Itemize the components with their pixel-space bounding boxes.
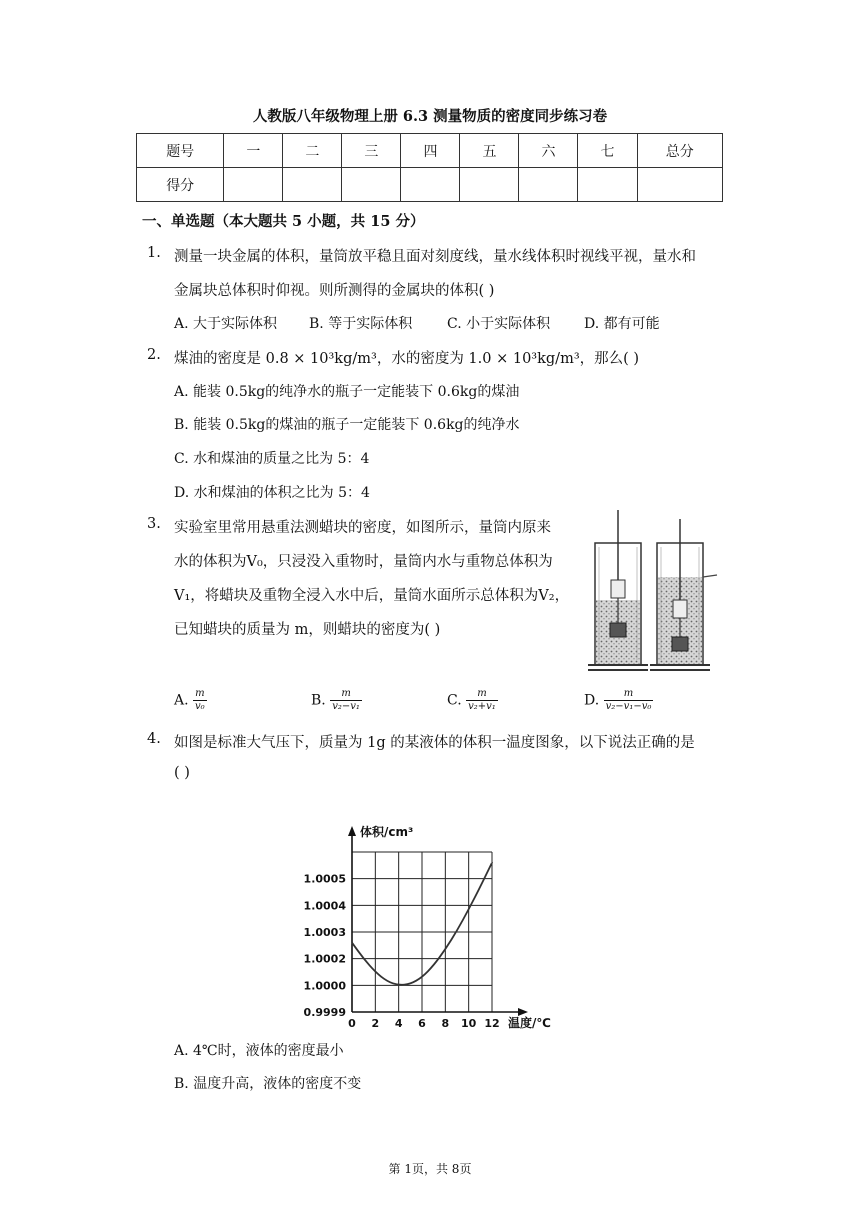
score-header-cell: 总分 xyxy=(637,134,723,168)
y-tick-label: 1.0005 xyxy=(303,872,346,886)
section-heading: 一、单选题（本大题共 5 小题，共 15 分） xyxy=(142,213,425,230)
score-header-cell: 五 xyxy=(460,134,519,168)
question-stem-line: 如图是标准大气压下，质量为 1g 的某液体的体积一温度图象，以下说法正确的是 xyxy=(174,735,695,751)
option-label: A. xyxy=(174,692,189,709)
score-header-cell: 题号 xyxy=(137,134,224,168)
score-header-cell: 四 xyxy=(401,134,460,168)
y-tick-label: 1.0003 xyxy=(303,926,346,939)
x-tick-label: 2 xyxy=(371,1017,380,1030)
option-a[interactable] xyxy=(174,688,207,713)
score-table-header-row xyxy=(137,134,723,168)
score-cell[interactable] xyxy=(224,168,283,202)
measuring-cylinder-figure xyxy=(585,505,725,675)
score-cell[interactable] xyxy=(578,168,637,202)
page-footer: 第 1页，共 8页 xyxy=(388,1162,472,1176)
page-title: 人教版八年级物理上册 6.3 测量物质的密度同步练习卷 xyxy=(252,108,608,125)
score-header-cell: 六 xyxy=(519,134,578,168)
option-b[interactable]: B. 温度升高，液体的密度不变 xyxy=(174,1076,362,1092)
option-c[interactable] xyxy=(447,688,498,713)
option-d[interactable] xyxy=(584,688,653,713)
x-tick-label: 4 xyxy=(394,1017,403,1030)
fraction-denominator: v₀ xyxy=(195,701,205,712)
question-number: 2. xyxy=(147,347,161,363)
x-tick-label: 0 xyxy=(348,1017,356,1030)
y-tick-label: 0.9999 xyxy=(303,1006,346,1019)
option-a[interactable]: A. 能装 0.5kg的纯净水的瓶子一定能装下 0.6kg的煤油 xyxy=(174,384,520,400)
question-stem-line: 测量一块金属的体积，量筒放平稳且面对刻度线，量水线体积时视线平视，量水和 xyxy=(174,249,696,265)
cylinder-right-icon xyxy=(650,519,717,670)
x-tick-label: 12 xyxy=(484,1017,500,1030)
score-header-cell: 一 xyxy=(224,134,283,168)
question-stem-line: 已知蜡块的质量为 m，则蜡块的密度为( ) xyxy=(174,622,441,638)
score-header-cell: 二 xyxy=(283,134,342,168)
fraction xyxy=(604,688,654,713)
question-number: 1. xyxy=(147,245,161,261)
x-tick-label: 10 xyxy=(461,1017,477,1030)
score-cell[interactable] xyxy=(283,168,342,202)
question-stem-line: 实验室里常用悬重法测蜡块的密度，如图所示，量筒内原来 xyxy=(174,520,551,536)
score-cell[interactable] xyxy=(342,168,401,202)
question-stem-line: ( ) xyxy=(174,765,190,781)
y-axis-arrow-icon xyxy=(348,826,356,836)
x-axis-arrow-icon xyxy=(518,1008,528,1016)
option-label: B. xyxy=(311,692,326,709)
option-a[interactable]: A. 大于实际体积 xyxy=(174,316,278,332)
fraction xyxy=(193,688,207,713)
fraction xyxy=(330,688,362,713)
option-d[interactable]: D. 都有可能 xyxy=(584,316,660,332)
fraction-denominator: v₂−v₁−v₀ xyxy=(605,701,652,712)
x-tick-label: 8 xyxy=(441,1017,450,1030)
chart-grid xyxy=(352,852,492,1012)
fraction-denominator: v₂−v₁ xyxy=(332,701,360,712)
y-tick-label: 1.0002 xyxy=(303,952,346,966)
cylinder-left-icon xyxy=(588,510,648,670)
chart-ticks xyxy=(304,873,500,1030)
option-a[interactable]: A. 4℃时，液体的密度最小 xyxy=(174,1043,344,1059)
y-axis-label: 体积/cm³ xyxy=(360,825,414,839)
x-tick-label: 6 xyxy=(418,1017,426,1030)
question-stem-line: V₁，将蜡块及重物全浸入水中后，量筒水面所示总体积为V₂， xyxy=(174,588,570,604)
score-cell[interactable] xyxy=(460,168,519,202)
option-label: D. xyxy=(584,692,600,709)
option-b[interactable]: B. 能装 0.5kg的煤油的瓶子一定能装下 0.6kg的纯净水 xyxy=(174,417,520,433)
option-label: C. xyxy=(447,692,462,709)
option-b[interactable] xyxy=(311,688,362,713)
fraction-numerator: m xyxy=(330,688,362,701)
score-header-cell: 三 xyxy=(342,134,401,168)
score-header-cell: 七 xyxy=(578,134,637,168)
score-table-score-row xyxy=(137,168,723,202)
y-tick-label: 1.0004 xyxy=(303,899,346,913)
question-stem-line: 煤油的密度是 0.8 × 10³kg/m³，水的密度为 1.0 × 10³kg/m³，那么( ) xyxy=(174,351,640,367)
question-stem-line: 水的体积为V₀，只浸没入重物时，量筒内水与重物总体积为 xyxy=(174,554,553,570)
score-table xyxy=(136,133,723,202)
option-b[interactable]: B. 等于实际体积 xyxy=(309,316,413,332)
fraction-numerator: m xyxy=(193,688,207,701)
option-c[interactable]: C. 水和煤油的质量之比为 5：4 xyxy=(174,451,370,467)
score-cell[interactable] xyxy=(637,168,723,202)
question-number: 3. xyxy=(147,516,161,532)
option-c[interactable]: C. 小于实际体积 xyxy=(447,316,551,332)
option-d[interactable]: D. 水和煤油的体积之比为 5：4 xyxy=(174,485,370,501)
score-cell[interactable] xyxy=(401,168,460,202)
y-tick-label: 1.0000 xyxy=(303,979,346,993)
question-number: 4. xyxy=(147,731,161,747)
fraction xyxy=(466,688,498,713)
fraction-numerator: m xyxy=(466,688,498,701)
score-cell[interactable] xyxy=(519,168,578,202)
score-row-label: 得分 xyxy=(137,168,224,202)
fraction-numerator: m xyxy=(604,688,654,701)
volume-temperature-chart xyxy=(300,820,570,1035)
question-stem-line: 金属块总体积时仰视。则所测得的金属块的体积( ) xyxy=(174,283,495,299)
x-axis-label: 温度/℃ xyxy=(508,1016,551,1030)
fraction-denominator: v₂+v₁ xyxy=(468,701,496,712)
